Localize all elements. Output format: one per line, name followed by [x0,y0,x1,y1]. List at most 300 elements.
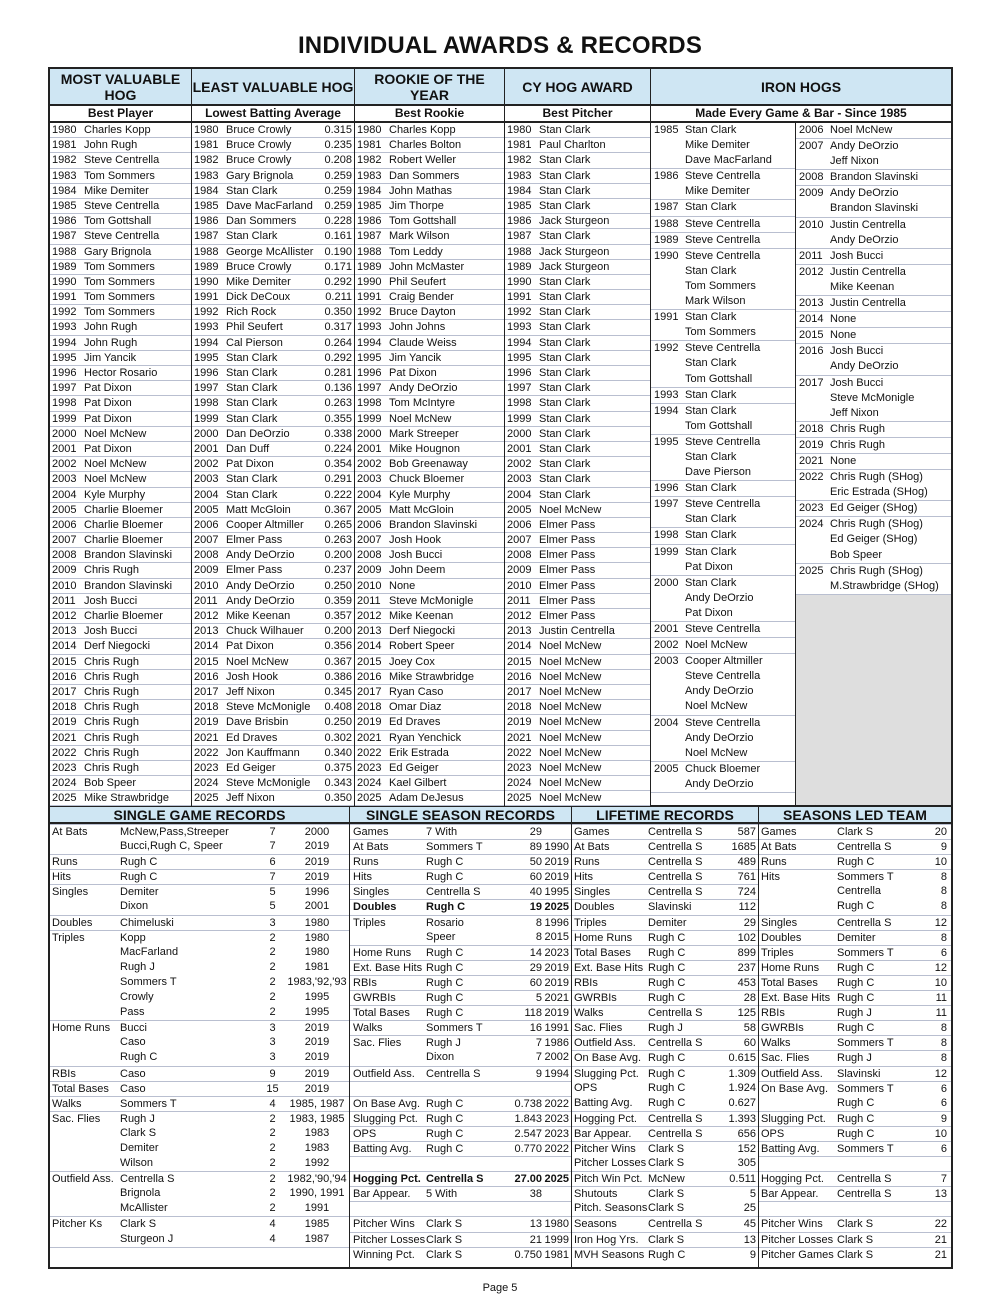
year-cell: 2025 [52,792,77,805]
year-cell: 2002 [194,458,219,471]
name-cell: Justin Centrella [830,265,906,278]
name-cell: Dave Pierson [685,466,752,479]
name-cell: Stan Clark [226,351,278,364]
name-cell: Noel McNew [539,731,602,744]
single_game-row [50,1216,349,1231]
player-cell: Slavinski [648,901,692,914]
value-cell: 1685 [731,841,756,854]
name-cell: Ed Geiger (SHog) [830,533,918,546]
year-cell: 2005 [507,503,532,516]
lifetime-row [572,1156,758,1171]
seasons_led-row [759,1035,951,1050]
single_season-row [350,1186,571,1201]
year-cell: 1995 [304,991,330,1004]
mvh-row [50,609,191,624]
single_season-row [350,1050,571,1065]
iron-hog-year-group [651,481,795,497]
name-cell: Tom Sommers [84,306,155,319]
seasons-led-team [759,807,951,1267]
value-cell: 11 [935,1007,947,1020]
value-cell: 8 [940,885,947,898]
single_season-row [350,1020,571,1035]
cy-row [505,381,650,396]
category-cell: Triples [574,916,607,929]
year-cell: 1998 [507,397,532,410]
player-cell: Clark S [648,1142,685,1155]
value-cell: 6 [940,1082,947,1095]
category-cell: Triples [353,916,386,929]
year-cell: 1995 [357,351,382,364]
roy-row [355,715,504,730]
player-cell: Rosario [426,916,464,929]
seasons_led-row [759,1005,951,1020]
year-cell: 2025 [357,792,382,805]
lifetime-row [572,1081,758,1096]
year-cell: 2019 [304,840,330,853]
name-cell: Justin Centrella [830,218,906,231]
name-cell: Elmer Pass [539,549,596,562]
value-cell: 1.309 [728,1067,756,1080]
year-cell: 2009 [357,564,382,577]
year-cell [651,279,685,294]
name-cell: Stan Clark [685,513,737,526]
category-cell: On Base Avg. [353,1097,421,1110]
category-cell: Runs [761,856,787,869]
name-cell: Bob Speer [830,548,882,561]
name-cell: Jack Sturgeon [539,245,610,258]
subheader-best-player: Best Player [50,106,192,121]
name-cell: Tom Sommers [685,279,756,292]
name-cell: Erik Estrada [389,746,449,759]
value-cell: 12 [934,1067,947,1080]
name-cell: Dan DeOrzio [226,427,290,440]
roy-row [355,184,504,199]
mvh-row [50,320,191,335]
category-cell: Runs [353,856,379,869]
player-cell: Rugh C [648,1096,686,1109]
single_season-row [350,1066,571,1081]
player-cell: Sommers T [837,871,894,884]
iron-hog-entry [651,606,795,621]
mvh-row [50,715,191,730]
mvh-row [50,336,191,351]
category-cell: Games [353,826,389,838]
lvh-row [192,260,354,275]
value-cell [917,1157,951,1171]
value-cell [504,1082,542,1096]
category-cell: At Bats [52,826,88,838]
cy-row [505,153,650,168]
value-cell: 0.511 [729,1173,756,1186]
category-cell: Singles [353,886,390,899]
name-cell: Hector Rosario [84,367,158,379]
value-cell: 9 [269,1067,276,1080]
iron-hog-year-group [651,762,795,793]
category-cell: Games [574,826,610,838]
year-cell: 1983 [304,1126,330,1139]
year-cell: 2011 [357,594,381,607]
seasons_led-row [759,884,951,899]
iron-hog-entry [651,699,795,714]
year-cell: 2011 [799,249,823,262]
year-cell: 2018 [799,422,824,435]
year-cell: 2022 [194,746,219,759]
seasons_led-row [759,1081,951,1096]
single_season-row [350,1247,571,1262]
cy-list [505,123,651,805]
value-cell: 1.843 [514,1112,542,1125]
year-cell: 2001 [507,442,532,455]
roy-row [355,199,504,214]
year-cell: 1989 [357,260,382,273]
name-cell: Ed Draves [226,731,278,744]
name-cell: Stan Clark [226,230,278,243]
year-cell: 1980 [507,124,532,136]
roy-row [355,639,504,654]
category-cell [50,960,120,975]
iron-hog-entry [651,388,795,403]
year-cell: 2003 [654,655,679,668]
player-cell: Sommers T [426,1022,483,1035]
year-cell: 2016 [799,345,824,358]
year-cell: 1988 [654,217,679,230]
name-cell: Mike Hougnon [389,442,460,455]
cy-row [505,442,650,457]
iron-hog-entry [796,359,951,374]
name-cell: Steve Centrella [685,498,761,511]
single_season-row [350,1035,571,1050]
year-cell: 1980 [544,1218,569,1231]
value-cell: 724 [737,886,756,899]
name-cell: Steve Centrella [685,249,761,262]
year-cell: 2012 [357,610,382,622]
header-least-valuable-hog: LEAST VALUABLE HOG [192,69,355,104]
lvh-row [192,791,354,806]
year-cell: 2019 [544,961,569,974]
category-cell: Outfield Ass. [761,1067,823,1080]
name-cell: Steve McMonigle [830,391,915,404]
value-cell: 29 [743,916,756,929]
iron-hog-entry [796,170,951,185]
cy-row [505,731,650,746]
category-cell [50,1232,120,1247]
lvh-row [192,548,354,563]
year-cell: 2014 [799,313,824,326]
year-cell: 1985 [357,199,382,212]
name-cell: Chris Rugh [84,655,140,668]
name-cell: Elmer Pass [539,518,596,531]
year-cell: 2004 [52,488,77,501]
year-cell [651,606,685,621]
year-cell: 1986 [194,215,219,228]
lvh-row [192,457,354,472]
iron-hog-year-group [651,716,795,762]
lifetime-row [572,1066,758,1081]
iron-hog-entry [796,280,951,295]
average-cell: 0.235 [324,139,352,152]
player-cell: Rugh C [648,946,686,959]
player-cell: Dixon [426,1051,455,1064]
iron-hog-entry [651,249,795,264]
name-cell: Paul Charlton [539,139,606,152]
year-cell: 2008 [52,549,77,562]
name-cell: Pat Dixon [84,397,132,410]
year-cell: 1996 [304,886,330,899]
iron-hog-entry [651,217,795,232]
year-cell: 2024 [194,777,219,790]
value-cell: 27.00 [514,1173,542,1186]
iron-hog-entry [796,139,951,154]
lvh-row [192,761,354,776]
iron-hog-entry [796,186,951,201]
value-cell: 4 [269,1232,276,1245]
roy-row [355,518,504,533]
iron-hog-entry [651,497,795,512]
year-cell: 1981 [194,139,219,152]
iron-hog-entry [796,470,951,485]
cy-row [505,791,650,806]
name-cell: Bruce Dayton [389,306,456,319]
player-cell: Centrella S [837,841,892,854]
year-cell: 2014 [194,640,219,653]
single_game-row [50,1126,349,1141]
value-cell: 112 [738,901,756,914]
name-cell: Steve Centrella [685,623,761,635]
lifetime-row [572,899,758,914]
name-cell: Pat Dixon [84,442,132,455]
category-cell [50,899,120,914]
category-cell: Triples [52,931,85,944]
average-cell: 0.264 [324,336,352,349]
cy-row [505,548,650,563]
average-cell: 0.350 [324,306,352,319]
category-cell: Home Runs [761,961,820,974]
name-cell: Tom Sommers [84,260,155,273]
category-cell: Singles [761,916,798,929]
lvh-row [192,305,354,320]
value-cell: 16 [529,1022,542,1035]
name-cell: Tom Gottshall [389,215,457,228]
roy-row [355,427,504,442]
name-cell: Stan Clark [539,275,591,288]
year-cell [651,264,685,279]
roy-row [355,533,504,548]
player-cell: Centrella S [648,1218,703,1231]
player-cell: Demiter [120,886,159,899]
category-cell: On Base Avg. [761,1082,829,1095]
iron-hogs-left [651,123,796,805]
cy-row [505,518,650,533]
category-cell: Hogging Pct. [761,1173,824,1186]
value-cell: 9 [940,1112,947,1125]
player-cell: Rugh J [648,1022,683,1035]
iron-hog-entry [651,169,795,184]
year-cell: 2021 [52,731,77,744]
category-cell: Games [761,826,797,838]
name-cell: Chuck Bloemer [389,473,465,486]
name-cell: Ed Geiger [389,761,439,774]
year-cell: 2019 [304,871,330,884]
single_season-row [350,1171,571,1186]
year-cell: 2015 [544,930,569,943]
value-cell: 1.393 [728,1112,756,1125]
single_season-row [350,1081,571,1096]
iron-hog-entry [651,716,795,731]
year-cell: 2000 [654,576,679,589]
year-cell: 2007 [507,534,532,547]
player-cell: Rugh C [648,976,686,989]
average-cell: 0.302 [324,731,352,744]
name-cell: Tom Sommers [84,169,155,182]
value-cell: 8 [940,900,947,913]
year-cell: 1981 [357,139,382,152]
name-cell: Dan Sommers [226,215,297,228]
name-cell: Stan Clark [226,382,278,395]
year-cell: 1988 [357,245,382,258]
name-cell: Pat Dixon [226,458,274,471]
year-cell: 1994 [52,336,77,349]
value-cell: 8 [535,916,542,929]
year-cell: 1987 [357,230,382,243]
name-cell: Matt McGloin [226,503,291,516]
average-cell: 0.350 [324,792,352,805]
name-cell: Cooper Altmiller [226,518,304,531]
player-cell: Crowly [120,991,154,1004]
year-cell: 2009 [799,187,824,200]
year-cell: 1996 [654,482,679,495]
iron-hog-entry [796,501,951,516]
iron-hog-entry [651,184,795,199]
name-cell: Elmer Pass [539,534,596,547]
value-cell: 3 [269,916,276,929]
player-cell: Clark S [648,1202,685,1215]
player-cell: Rugh C [837,976,875,989]
name-cell: Stan Clark [539,230,591,243]
name-cell: Stan Clark [539,442,591,455]
seasons_led-row [759,824,951,839]
lifetime-row [572,1186,758,1201]
year-cell: 2010 [194,579,219,592]
name-cell: Chuck Wilhauer [226,625,304,638]
value-cell: 21 [934,1248,947,1261]
name-cell: Bruce Crowly [226,124,292,136]
roy-row [355,305,504,320]
value-cell: 125 [737,1007,756,1020]
year-cell: 1999 [357,412,382,425]
cy-row [505,624,650,639]
lvh-row [192,229,354,244]
iron-hog-year-group [796,296,951,312]
roy-row [355,138,504,153]
year-cell: 1994 [194,336,219,349]
category-cell: Ext. Base Hits [353,961,423,974]
name-cell: Stan Clark [539,169,591,182]
name-cell: Chris Rugh (SHog) [830,564,923,577]
roy-row [355,548,504,563]
value-cell: 656 [737,1127,756,1140]
player-cell: Rugh C [648,1067,686,1080]
name-cell: Pat Dixon [84,382,132,395]
year-cell: 1985 [52,199,77,212]
player-cell: Rugh J [120,1112,155,1125]
cy-row [505,260,650,275]
name-cell: Brandon Slavinski [84,579,173,592]
lifetime-row [572,915,758,930]
category-cell: At Bats [574,841,610,854]
subheader-best-rookie: Best Rookie [355,106,505,121]
iron-hog-entry [796,201,951,216]
mvh-row [50,138,191,153]
lvh-row [192,290,354,305]
year-cell: 2022 [357,746,382,759]
value-cell: 237 [737,961,756,974]
mvh-row [50,518,191,533]
name-cell: Noel McNew [84,427,147,440]
value-cell: 22 [934,1218,947,1231]
year-cell: 1995 [52,351,77,364]
iron-hog-entry [651,777,795,792]
name-cell: Chris Rugh [84,761,140,774]
average-cell: 0.354 [324,458,352,471]
name-cell: Elmer Pass [226,534,283,547]
value-cell: 8 [940,1052,947,1065]
iron-hog-year-group [796,438,951,454]
year-cell: 2019 [304,856,330,869]
name-cell: Steve Centrella [685,716,761,729]
year-cell: 2013 [507,625,532,638]
lifetime-row [572,1171,758,1186]
average-cell: 0.259 [324,184,352,197]
category-cell: Bar Appear. [353,1188,411,1201]
seasons_led-row [759,990,951,1005]
name-cell: Phil Seufert [389,275,446,288]
iron-hog-year-group [796,344,951,375]
year-cell: 1987 [304,1232,330,1245]
year-cell: 2017 [194,685,219,698]
mvh-row [50,427,191,442]
player-cell: McAllister [120,1202,168,1215]
year-cell: 1996 [194,367,219,379]
name-cell: Stan Clark [685,388,737,401]
roy-row [355,169,504,184]
mvh-row [50,412,191,427]
seasons_led-row [759,1050,951,1065]
name-cell: Jeff Nixon [830,155,879,168]
value-cell: 453 [737,976,756,989]
single_season-row [350,960,571,975]
iron-hog-entry [651,576,795,591]
single_season-row [350,839,571,854]
awards-subheader-row [50,106,951,123]
year-cell: 2015 [507,655,532,668]
cy-row [505,685,650,700]
single_season-row [350,1005,571,1020]
player-cell: Centrella S [426,1173,484,1186]
value-cell: 2 [269,960,276,973]
year-cell [796,154,830,169]
iron-hog-entry [651,450,795,465]
name-cell: Robert Speer [389,640,455,653]
value-cell [504,1202,542,1216]
lvh-row [192,563,354,578]
name-cell: Stan Clark [539,473,591,486]
name-cell: Tom Gottshall [685,419,753,432]
category-cell: RBIs [52,1067,76,1080]
iron-hog-entry [651,264,795,279]
year-cell [651,138,685,153]
cy-row [505,579,650,594]
lifetime-row [572,1201,758,1216]
